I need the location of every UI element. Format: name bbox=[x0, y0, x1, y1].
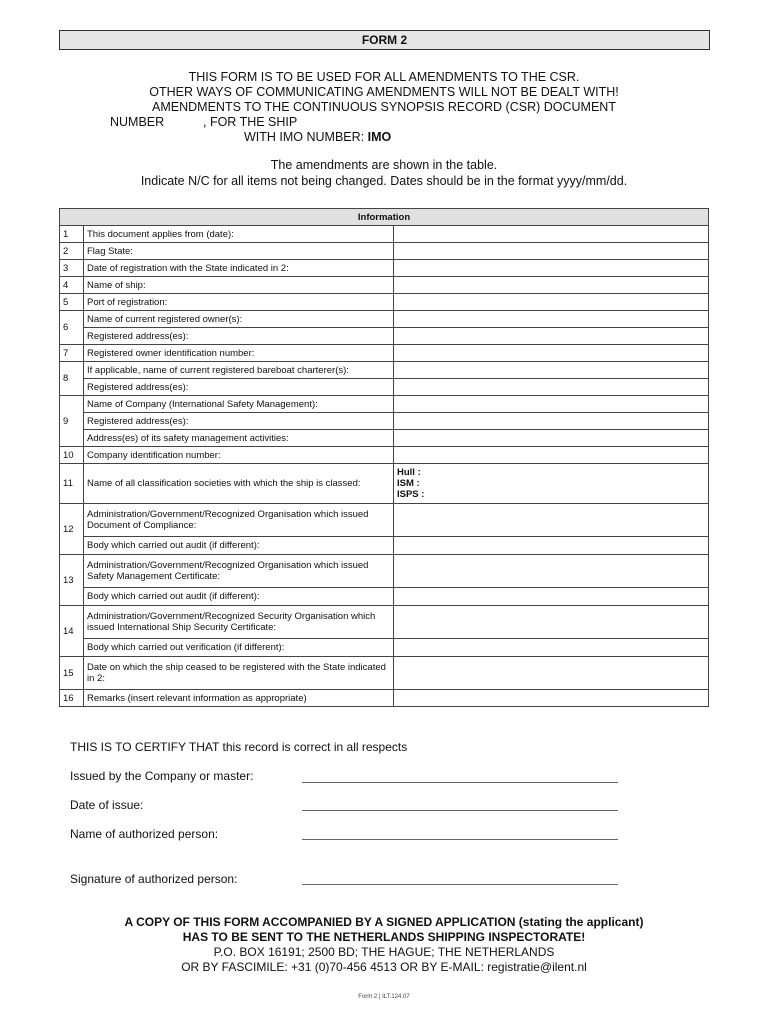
row-number: 10 bbox=[60, 447, 84, 464]
row-label: Registered owner identification number: bbox=[84, 345, 394, 362]
imo-label: WITH IMO NUMBER: bbox=[244, 130, 365, 144]
for-ship-label: , FOR THE SHIP bbox=[203, 115, 298, 129]
value-cell[interactable] bbox=[394, 396, 709, 413]
value-cell[interactable] bbox=[394, 588, 709, 606]
row-number: 5 bbox=[60, 294, 84, 311]
row-label: If applicable, name of current registered bareboat charterer(s): bbox=[84, 362, 394, 379]
row-number: 13 bbox=[60, 555, 84, 606]
signature-label: Signature of authorized person: bbox=[70, 872, 238, 886]
footer-line-2: HAS TO BE SENT TO THE NETHERLANDS SHIPPING INSPECTORATE! bbox=[182, 930, 586, 944]
value-cell[interactable] bbox=[394, 537, 709, 555]
row-number: 4 bbox=[60, 277, 84, 294]
table-row bbox=[60, 413, 709, 430]
table-row bbox=[60, 657, 709, 690]
table-row bbox=[60, 464, 709, 504]
row-label: Flag State: bbox=[84, 243, 394, 260]
row-number: 1 bbox=[60, 226, 84, 243]
row-label: Port of registration: bbox=[84, 294, 394, 311]
table-row bbox=[60, 328, 709, 345]
row-number: 6 bbox=[60, 311, 84, 345]
table-row bbox=[60, 639, 709, 657]
classification-cell[interactable] bbox=[394, 464, 709, 504]
row-label: Administration/Government/Recognized Organisation which issued Document of Compliance: bbox=[84, 504, 394, 537]
row-label: Date on which the ship ceased to be registered with the State indicated in 2: bbox=[84, 657, 394, 690]
row-label: This document applies from (date): bbox=[84, 226, 394, 243]
row-label: Name of ship: bbox=[84, 277, 394, 294]
row-number: 15 bbox=[60, 657, 84, 690]
hull-label: Hull : bbox=[397, 467, 421, 478]
table-row bbox=[60, 447, 709, 464]
value-cell[interactable] bbox=[394, 555, 709, 588]
table-row bbox=[60, 345, 709, 362]
table-row bbox=[60, 277, 709, 294]
table-row bbox=[60, 294, 709, 311]
row-number: 2 bbox=[60, 243, 84, 260]
row-number: 12 bbox=[60, 504, 84, 555]
value-cell[interactable] bbox=[394, 504, 709, 537]
table-row bbox=[60, 243, 709, 260]
page-reference: Form 2 | ILT.124.07 bbox=[358, 994, 410, 1000]
row-label: Name of all classification societies with which the ship is classed: bbox=[84, 464, 394, 504]
table-row bbox=[60, 588, 709, 606]
table-row bbox=[60, 260, 709, 277]
row-number: 14 bbox=[60, 606, 84, 657]
row-label: Body which carried out verification (if different): bbox=[84, 639, 394, 657]
value-cell[interactable] bbox=[394, 277, 709, 294]
row-label: Body which carried out audit (if different): bbox=[84, 588, 394, 606]
row-number: 16 bbox=[60, 690, 84, 707]
value-cell[interactable] bbox=[394, 606, 709, 639]
value-cell[interactable] bbox=[394, 413, 709, 430]
intro-line-1: THIS FORM IS TO BE USED FOR ALL AMENDMENTS TO THE CSR. bbox=[188, 70, 580, 84]
imo-value: IMO bbox=[367, 130, 392, 144]
row-label: Registered address(es): bbox=[84, 328, 394, 345]
row-label: Company identification number: bbox=[84, 447, 394, 464]
note-line-2: Indicate N/C for all items not being changed. Dates should be in the format yyyy/mm/dd. bbox=[140, 174, 628, 188]
table-row bbox=[60, 430, 709, 447]
table-row bbox=[60, 504, 709, 537]
footer-contact: OR BY FASCIMILE: +31 (0)70-456 4513 OR BY E-MAIL: registratie@ilent.nl bbox=[181, 960, 587, 974]
row-label: Address(es) of its safety management activities: bbox=[84, 430, 394, 447]
row-label: Registered address(es): bbox=[84, 379, 394, 396]
value-cell[interactable] bbox=[394, 447, 709, 464]
row-label: Registered address(es): bbox=[84, 413, 394, 430]
date-of-issue-field[interactable] bbox=[302, 810, 618, 811]
value-cell[interactable] bbox=[394, 430, 709, 447]
value-cell[interactable] bbox=[394, 260, 709, 277]
form-title: FORM 2 bbox=[59, 30, 710, 50]
table-row bbox=[60, 311, 709, 328]
table-row bbox=[60, 379, 709, 396]
row-label: Remarks (insert relevant information as appropriate) bbox=[84, 690, 394, 707]
name-person-label: Name of authorized person: bbox=[70, 827, 219, 841]
intro-line-3: AMENDMENTS TO THE CONTINUOUS SYNOPSIS RECORD (CSR) DOCUMENT bbox=[152, 100, 616, 114]
value-cell[interactable] bbox=[394, 657, 709, 690]
row-label: Name of Company (International Safety Management): bbox=[84, 396, 394, 413]
row-number: 11 bbox=[60, 464, 84, 504]
row-label: Administration/Government/Recognized Security Organisation which issued International Ship Security Certificate: bbox=[84, 606, 394, 639]
value-cell[interactable] bbox=[394, 328, 709, 345]
date-of-issue-label: Date of issue: bbox=[70, 798, 144, 812]
information-table bbox=[59, 208, 709, 707]
signature-field[interactable] bbox=[302, 884, 618, 885]
issued-by-label: Issued by the Company or master: bbox=[70, 769, 254, 783]
table-row bbox=[60, 362, 709, 379]
footer-line-1: A COPY OF THIS FORM ACCOMPANIED BY A SIGNED APPLICATION (stating the applicant) bbox=[124, 915, 644, 929]
row-label: Date of registration with the State indicated in 2: bbox=[84, 260, 394, 277]
table-row bbox=[60, 396, 709, 413]
table-header: Information bbox=[60, 209, 709, 226]
value-cell[interactable] bbox=[394, 226, 709, 243]
value-cell[interactable] bbox=[394, 294, 709, 311]
table-row bbox=[60, 537, 709, 555]
row-number: 7 bbox=[60, 345, 84, 362]
imo-line bbox=[244, 130, 391, 144]
isps-label: ISPS : bbox=[397, 489, 425, 500]
value-cell[interactable] bbox=[394, 311, 709, 328]
value-cell[interactable] bbox=[394, 690, 709, 707]
row-number: 9 bbox=[60, 396, 84, 447]
value-cell[interactable] bbox=[394, 345, 709, 362]
row-label: Body which carried out audit (if different): bbox=[84, 537, 394, 555]
row-number: 3 bbox=[60, 260, 84, 277]
certify-statement: THIS IS TO CERTIFY THAT this record is correct in all respects bbox=[70, 740, 408, 754]
value-cell[interactable] bbox=[394, 639, 709, 657]
value-cell[interactable] bbox=[394, 379, 709, 396]
note-line-1: The amendments are shown in the table. bbox=[270, 158, 498, 172]
footer-address: P.O. BOX 16191; 2500 BD; THE HAGUE; THE NETHERLANDS bbox=[213, 945, 555, 959]
intro-line-2: OTHER WAYS OF COMMUNICATING AMENDMENTS WILL NOT BE DEALT WITH! bbox=[149, 85, 619, 99]
value-cell[interactable] bbox=[394, 362, 709, 379]
table-row bbox=[60, 690, 709, 707]
row-label: Name of current registered owner(s): bbox=[84, 311, 394, 328]
value-cell[interactable] bbox=[394, 243, 709, 260]
ism-label: ISM : bbox=[397, 478, 420, 489]
table-row bbox=[60, 555, 709, 588]
table-row bbox=[60, 606, 709, 639]
name-person-field[interactable] bbox=[302, 839, 618, 840]
number-label: NUMBER bbox=[110, 115, 165, 129]
row-number: 8 bbox=[60, 362, 84, 396]
issued-by-field[interactable] bbox=[302, 782, 618, 783]
row-label: Administration/Government/Recognized Organisation which issued Safety Management Certificate: bbox=[84, 555, 394, 588]
table-row bbox=[60, 226, 709, 243]
